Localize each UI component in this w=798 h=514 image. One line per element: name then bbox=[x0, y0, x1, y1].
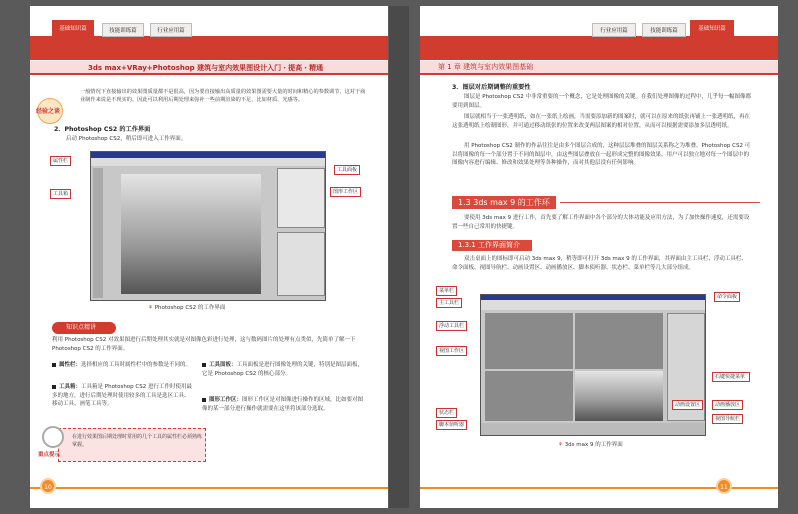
bullet-attribute-bar: 属性栏：选择相应的工具时属性栏中的参数是不同的。 bbox=[52, 361, 192, 370]
callout-right-click-menu: 石键快捷菜单 bbox=[712, 372, 750, 382]
chapter-title: 第 1 章 建筑与室内效果图基础 bbox=[438, 63, 534, 71]
header-bar bbox=[30, 36, 388, 60]
heading-layers: 3．图层对后期调整的重要性 bbox=[452, 84, 531, 91]
book-fold bbox=[389, 6, 409, 508]
para-layers-2: 图层就相当于一张透明纸，如在一张纸上绘画，当需要添加新的图案时，就可以在原来的纸张再铺上一张透明纸，再在这张透明纸上绘制图形，并可通过移动纸张的位置来改变两层图案的相对位置，从而可以根据需要添加多层透明纸。 bbox=[452, 114, 751, 129]
book-title: 3ds max+VRay+Photoshop 建筑与室内效果图设计入门・提高・精通 bbox=[88, 64, 324, 72]
key-label: 重点提示 bbox=[38, 452, 61, 458]
callout-tool-panel: 工具面板 bbox=[334, 165, 360, 175]
bullet-graphic-area: 图形工作区：图形工作区是对图像进行操作的区域，比如要对图像的某一部分进行操作就需要在这里将该部分选取。 bbox=[202, 397, 364, 412]
para-layers-1: 图层是 Photoshop CS2 中非常重要的一个概念，它是处理图像的关键。在我们处理图像的过程中，几乎每一幅图像都要用到图层。 bbox=[452, 94, 751, 109]
callout-floating-toolbar: 浮动工具栏 bbox=[436, 321, 467, 331]
max-screenshot bbox=[480, 294, 706, 436]
tab-industry[interactable]: 行业应用篇 bbox=[150, 23, 192, 37]
bullet-tool-panel: 工具面板：工具面板是进行图像处理的关键，特别是图层面板，它是 Photoshop CS2 的核心部分。 bbox=[202, 362, 364, 377]
callout-menu-bar: 菜单栏 bbox=[436, 286, 457, 296]
callout-graphic-area: 图形工作区 bbox=[330, 187, 361, 197]
callout-command-panel: 命令面板 bbox=[714, 292, 740, 302]
callout-toolbox: 工具箱 bbox=[50, 189, 71, 199]
knowledge-label: 知识点精讲 bbox=[52, 322, 116, 334]
heading-photoshop-ui: 2．Photoshop CS2 的工作界面 bbox=[54, 126, 151, 133]
para-layers-3: 用 Photoshop CS2 制作的作品往往是由多个图层合成的，这种层层堆叠的图层关系称之为堆叠。Photoshop CS2 可以将图像的每一个部分置于不同的图层中，由这些图层叠放在一起形成完整的图像效果。用户可以独立地对每一个图层中的图像内容进行编辑、修改和效果处理等各种操作，而对其他层没有任何影响。 bbox=[452, 143, 751, 167]
tab-skills[interactable]: 技能训练篇 bbox=[102, 23, 144, 37]
intro-text: 启动 Photoshop CS2，稍后即可进入工作界面。 bbox=[66, 136, 187, 142]
camera-icon: ⚘ bbox=[148, 305, 153, 311]
clock-icon bbox=[42, 426, 64, 448]
callout-attribute-bar: 属性栏 bbox=[50, 156, 71, 166]
knowledge-text: 利用 Photoshop CS2 对效果图进行后期处理其实就是对图像色彩进行处理，这与数码图片的处理有点类似，先简单了解一下 Photoshop CS2 的工作界面。 bbox=[52, 337, 356, 352]
callout-animation-playback: 动画播放区 bbox=[712, 400, 743, 410]
section-title: 1.3 3ds max 9 的工作环境 bbox=[452, 196, 556, 209]
tab-basics[interactable]: 基础知识篇 bbox=[690, 20, 734, 38]
subsection-title: 1.3.1 工作界面简介 bbox=[452, 240, 532, 251]
tab-industry[interactable]: 行业应用篇 bbox=[592, 23, 636, 37]
experience-text: 一般情况下直接输出的效果图质量都不是很高，因为要直接输出高质量的效果图需要大量的时间和精心的参数调节，这对于商业制作来说是不现实的。因此可以利用后期处理来弥补一些前期渲染的不足，比如材质、光感等。 bbox=[80, 89, 366, 103]
callout-main-toolbar: 主工具栏 bbox=[436, 298, 462, 308]
camera-icon: ⚘ bbox=[558, 442, 563, 448]
photoshop-screenshot bbox=[90, 151, 326, 301]
experience-label: 经验之谈 bbox=[36, 108, 61, 115]
section-intro: 要使用 3ds max 9 进行工作，首先要了解工作界面中各个部分的大体功能及应用方法，为了加快操作速度，还需要设置一些自己常用的快捷键。 bbox=[452, 215, 750, 230]
tab-basics[interactable]: 基础知识篇 bbox=[52, 20, 94, 38]
header-bar bbox=[420, 36, 778, 60]
figure-caption: ⚘ Photoshop CS2 的工作界面 bbox=[148, 305, 226, 311]
section-rule bbox=[560, 202, 760, 203]
page-number: 11 bbox=[716, 478, 732, 494]
right-page bbox=[420, 6, 778, 508]
footer-line bbox=[30, 487, 388, 489]
figure-caption: ⚘ 3ds max 9 的工作界面 bbox=[558, 442, 623, 448]
callout-status-bar: 状态栏 bbox=[436, 408, 457, 418]
callout-animation-settings: 动画设置区 bbox=[672, 400, 703, 410]
callout-view-navigation: 视图导航栏 bbox=[712, 414, 743, 424]
tab-skills[interactable]: 技能训练篇 bbox=[642, 23, 686, 37]
subsection-text: 双击桌面上的图标即可启动 3ds max 9，稍等即可打开 3ds max 9 的工作界面，其界面由主工具栏、浮动工具栏、命令面板、视图导航栏、动画设置区、动画播放区、脚本侦听器、状态栏、菜单栏等几大部分组成。 bbox=[452, 256, 747, 271]
left-page bbox=[30, 6, 388, 508]
callout-viewport-area: 视图工作区 bbox=[436, 346, 467, 356]
bullet-toolbox: 工具箱：工具箱是 Photoshop CS2 进行工作时使用最多的地方，进行后期处理时使用较多的工具是选区工具、移动工具、画笔工具等。 bbox=[52, 384, 192, 408]
key-text: 在进行效果图后期处理时常用的几个工具的属性栏必须熟练掌握。 bbox=[72, 434, 203, 448]
callout-script-listener: 脚本侦听器 bbox=[436, 420, 467, 430]
page-number: 10 bbox=[40, 478, 56, 494]
